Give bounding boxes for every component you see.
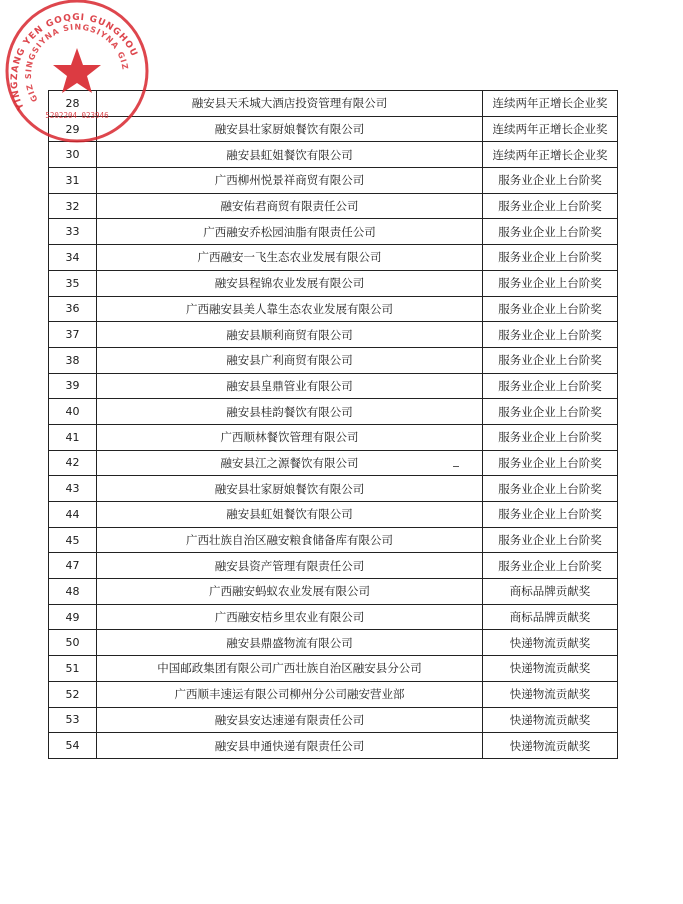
table-row <box>49 91 618 117</box>
table-row <box>49 399 618 425</box>
row-number: 36 <box>49 296 97 322</box>
table-row <box>49 142 618 168</box>
award-name: 服务业企业上台阶奖 <box>483 347 618 373</box>
company-name: 广西顺林餐饮管理有限公司 <box>97 424 483 450</box>
award-name: 服务业企业上台阶奖 <box>483 373 618 399</box>
award-name: 服务业企业上台阶奖 <box>483 296 618 322</box>
award-name: 快递物流贡献奖 <box>483 656 618 682</box>
row-number: 42 <box>49 450 97 476</box>
company-name: 广西融安乔松园油脂有限责任公司 <box>97 219 483 245</box>
row-number: 44 <box>49 502 97 528</box>
row-number: 37 <box>49 322 97 348</box>
award-name: 服务业企业上台阶奖 <box>483 424 618 450</box>
row-number: 50 <box>49 630 97 656</box>
company-name: 融安佑君商贸有限责任公司 <box>97 193 483 219</box>
company-name: 融安县安达速递有限责任公司 <box>97 707 483 733</box>
row-number: 29 <box>49 116 97 142</box>
company-name: 融安县程锦农业发展有限公司 <box>97 270 483 296</box>
seal-inner-text: GIZ SINGSIYNA SINGSIYNA GIZ <box>23 22 130 104</box>
company-name: 融安县广利商贸有限公司 <box>97 347 483 373</box>
company-name: 融安县申通快递有限责任公司 <box>97 733 483 759</box>
company-name: 融安县皇鼎管业有限公司 <box>97 373 483 399</box>
table-row <box>49 245 618 271</box>
table-row <box>49 630 618 656</box>
company-name: 广西融安蚂蚁农业发展有限公司 <box>97 579 483 605</box>
company-name: 广西顺丰速运有限公司柳州分公司融安营业部 <box>97 681 483 707</box>
table-row <box>49 219 618 245</box>
row-number: 31 <box>49 168 97 194</box>
award-name: 服务业企业上台阶奖 <box>483 399 618 425</box>
award-name: 快递物流贡献奖 <box>483 630 618 656</box>
row-number: 53 <box>49 707 97 733</box>
award-list-table-container <box>48 90 617 759</box>
award-name: 服务业企业上台阶奖 <box>483 193 618 219</box>
row-number: 34 <box>49 245 97 271</box>
table-row <box>49 579 618 605</box>
company-name: 融安县鼎盛物流有限公司 <box>97 630 483 656</box>
award-name: 服务业企业上台阶奖 <box>483 476 618 502</box>
company-name: 融安县虹姐餐饮有限公司 <box>97 502 483 528</box>
table-row <box>49 193 618 219</box>
table-row <box>49 476 618 502</box>
row-number: 52 <box>49 681 97 707</box>
row-number: 30 <box>49 142 97 168</box>
table-row <box>49 604 618 630</box>
award-name: 快递物流贡献奖 <box>483 733 618 759</box>
seal-serial: 5202204 023946 <box>45 111 109 120</box>
award-name: 快递物流贡献奖 <box>483 707 618 733</box>
award-name: 服务业企业上台阶奖 <box>483 553 618 579</box>
company-name: 广西融安桔乡里农业有限公司 <box>97 604 483 630</box>
table-row <box>49 347 618 373</box>
award-name: 服务业企业上台阶奖 <box>483 527 618 553</box>
row-number: 43 <box>49 476 97 502</box>
table-row <box>49 502 618 528</box>
award-name: 快递物流贡献奖 <box>483 681 618 707</box>
row-number: 32 <box>49 193 97 219</box>
award-name: 服务业企业上台阶奖 <box>483 219 618 245</box>
row-number: 40 <box>49 399 97 425</box>
award-name: 服务业企业上台阶奖 <box>483 450 618 476</box>
table-row <box>49 527 618 553</box>
row-number: 51 <box>49 656 97 682</box>
row-number: 35 <box>49 270 97 296</box>
table-row <box>49 168 618 194</box>
company-name: 广西壮族自治区融安粮食储备库有限公司 <box>97 527 483 553</box>
award-list-body <box>49 91 618 759</box>
row-number: 54 <box>49 733 97 759</box>
company-name: 融安县资产管理有限责任公司 <box>97 553 483 579</box>
award-name: 服务业企业上台阶奖 <box>483 168 618 194</box>
row-number: 48 <box>49 579 97 605</box>
table-row <box>49 322 618 348</box>
row-number: 28 <box>49 91 97 117</box>
award-name: 商标品牌贡献奖 <box>483 579 618 605</box>
table-row <box>49 656 618 682</box>
scan-mark <box>453 466 459 467</box>
table-row <box>49 270 618 296</box>
award-name: 连续两年正增长企业奖 <box>483 91 618 117</box>
seal-outer-text: YINGZANG YEN GOQGI GUNGHOU <box>9 12 140 112</box>
table-row <box>49 424 618 450</box>
award-name: 连续两年正增长企业奖 <box>483 142 618 168</box>
table-row <box>49 733 618 759</box>
row-number: 38 <box>49 347 97 373</box>
row-number: 47 <box>49 553 97 579</box>
row-number: 41 <box>49 424 97 450</box>
company-name: 广西融安一飞生态农业发展有限公司 <box>97 245 483 271</box>
row-number: 49 <box>49 604 97 630</box>
award-name: 服务业企业上台阶奖 <box>483 502 618 528</box>
award-name: 连续两年正增长企业奖 <box>483 116 618 142</box>
company-name: 融安县虹姐餐饮有限公司 <box>97 142 483 168</box>
seal-star-icon <box>53 48 101 93</box>
award-list-table <box>48 90 618 759</box>
award-name: 服务业企业上台阶奖 <box>483 245 618 271</box>
company-name: 融安县桂韵餐饮有限公司 <box>97 399 483 425</box>
company-name: 融安县顺利商贸有限公司 <box>97 322 483 348</box>
row-number: 39 <box>49 373 97 399</box>
row-number: 45 <box>49 527 97 553</box>
company-name: 广西融安县美人靠生态农业发展有限公司 <box>97 296 483 322</box>
table-row <box>49 296 618 322</box>
company-name: 融安县天禾城大酒店投资管理有限公司 <box>97 91 483 117</box>
award-name: 服务业企业上台阶奖 <box>483 270 618 296</box>
company-name: 融安县壮家厨娘餐饮有限公司 <box>97 476 483 502</box>
award-name: 服务业企业上台阶奖 <box>483 322 618 348</box>
table-row <box>49 373 618 399</box>
row-number: 33 <box>49 219 97 245</box>
table-row <box>49 450 618 476</box>
company-name: 广西柳州悦景祥商贸有限公司 <box>97 168 483 194</box>
company-name: 融安县壮家厨娘餐饮有限公司 <box>97 116 483 142</box>
table-row <box>49 707 618 733</box>
award-name: 商标品牌贡献奖 <box>483 604 618 630</box>
table-row <box>49 116 618 142</box>
table-row <box>49 681 618 707</box>
company-name: 融安县江之源餐饮有限公司 <box>97 450 483 476</box>
company-name: 中国邮政集团有限公司广西壮族自治区融安县分公司 <box>97 656 483 682</box>
table-row <box>49 553 618 579</box>
